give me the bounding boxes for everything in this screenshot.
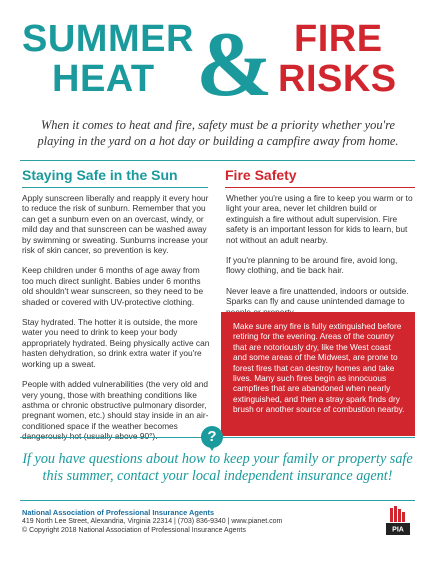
sun-heading: Staying Safe in the Sun [22, 167, 178, 183]
sun-paragraph: People with added vulnerabilities (the very old and very young, those with breathing conditions like asthma or chronic obstructive pulmonary disorder, pregnant women, etc.) should stay inside in an air-conditioned space if the weather becomes [22, 379, 209, 431]
divider-top [20, 160, 415, 161]
fire-paragraph: If you're planning to be around fire, avoid long, flowy clothing, and tie back hair. [226, 255, 398, 276]
title-ampersand: & [196, 13, 273, 115]
fire-heading: Fire Safety [225, 167, 297, 183]
question-icon: ? [201, 426, 223, 448]
divider-footer [20, 500, 415, 501]
pia-logo [384, 506, 412, 536]
sun-paragraph: Stay hydrated. The hotter it is outside, the more water you need to drink to keep your body appropriately hydrated. Being physically active can hasten dehydration, so drink extra water if you're working up a sweat. [22, 317, 210, 369]
pia-logo-text: PIA [392, 526, 404, 534]
title-heat: HEAT [52, 58, 155, 100]
footer [22, 508, 282, 535]
fire-callout-box [221, 312, 415, 436]
fire-paragraph: Never leave a fire unattended, indoors or outside. Sparks can fly and cause unintended damage to [226, 285, 409, 307]
footer-copyright: © Copyright 2018 National Association of Professional Insurance Agents [22, 527, 246, 534]
sun-paragraph: Apply sunscreen liberally and reapply it every hour to reduce the risk of sunburn. Remember that you can get a sunburn even on an overcast, windy, or mild day and that sunscreen can be washed away by swimming or sweating. Sunburns increase your risk of skin cancer, so prevention is key. [22, 193, 209, 256]
call-to-action: If you have questions about how to keep your family or property safe this summer, contact your local independent insurance agent! [22, 451, 413, 484]
title-fire: FIRE [294, 18, 383, 60]
sun-paragraph: Keep children under 6 months of age away from too much direct sunlight. Babies under 6 months old shouldn't wear sunscreen, so they need to be shaded or covered with UV-protective clothing. [22, 265, 204, 307]
fire-column [226, 193, 414, 327]
page-title [0, 13, 435, 115]
footer-org-name: National Association of Professional Insurance Agents [22, 508, 215, 517]
footer-address: 419 North Lee Street, Alexandria, Virginia 22314 | (703) 836-9340 | www.pianet.com [22, 518, 283, 525]
fire-heading-rule [225, 187, 415, 188]
intro-text: When it comes to heat and fire, safety must be a priority whether you're playing in the yard on a hot day or building a campfire away from home. [37, 118, 399, 148]
sun-heading-rule [22, 187, 208, 188]
title-risks: RISKS [278, 58, 397, 100]
sun-column [22, 193, 210, 452]
fire-callout-text: Make sure any fire is fully extinguished before retiring for the evening. Areas of the country that are notoriously dry, like the West coast and some areas of the Midwest, are prone to forest fires that can destroy homes and take lives. Many such fires begin as innocuous campfires that are abandoned when nearly extinguished, and then a stray spark finds dry brush or another source of combustion nearby. [233, 321, 405, 415]
fire-paragraph: Whether you're using a fire to keep you warm or to light your area, never let children build or extinguish a fire without adult supervision. Fire safety is an important lesson for kids to learn, but not without an adult nearby. [226, 193, 413, 245]
title-summer: SUMMER [22, 18, 194, 60]
